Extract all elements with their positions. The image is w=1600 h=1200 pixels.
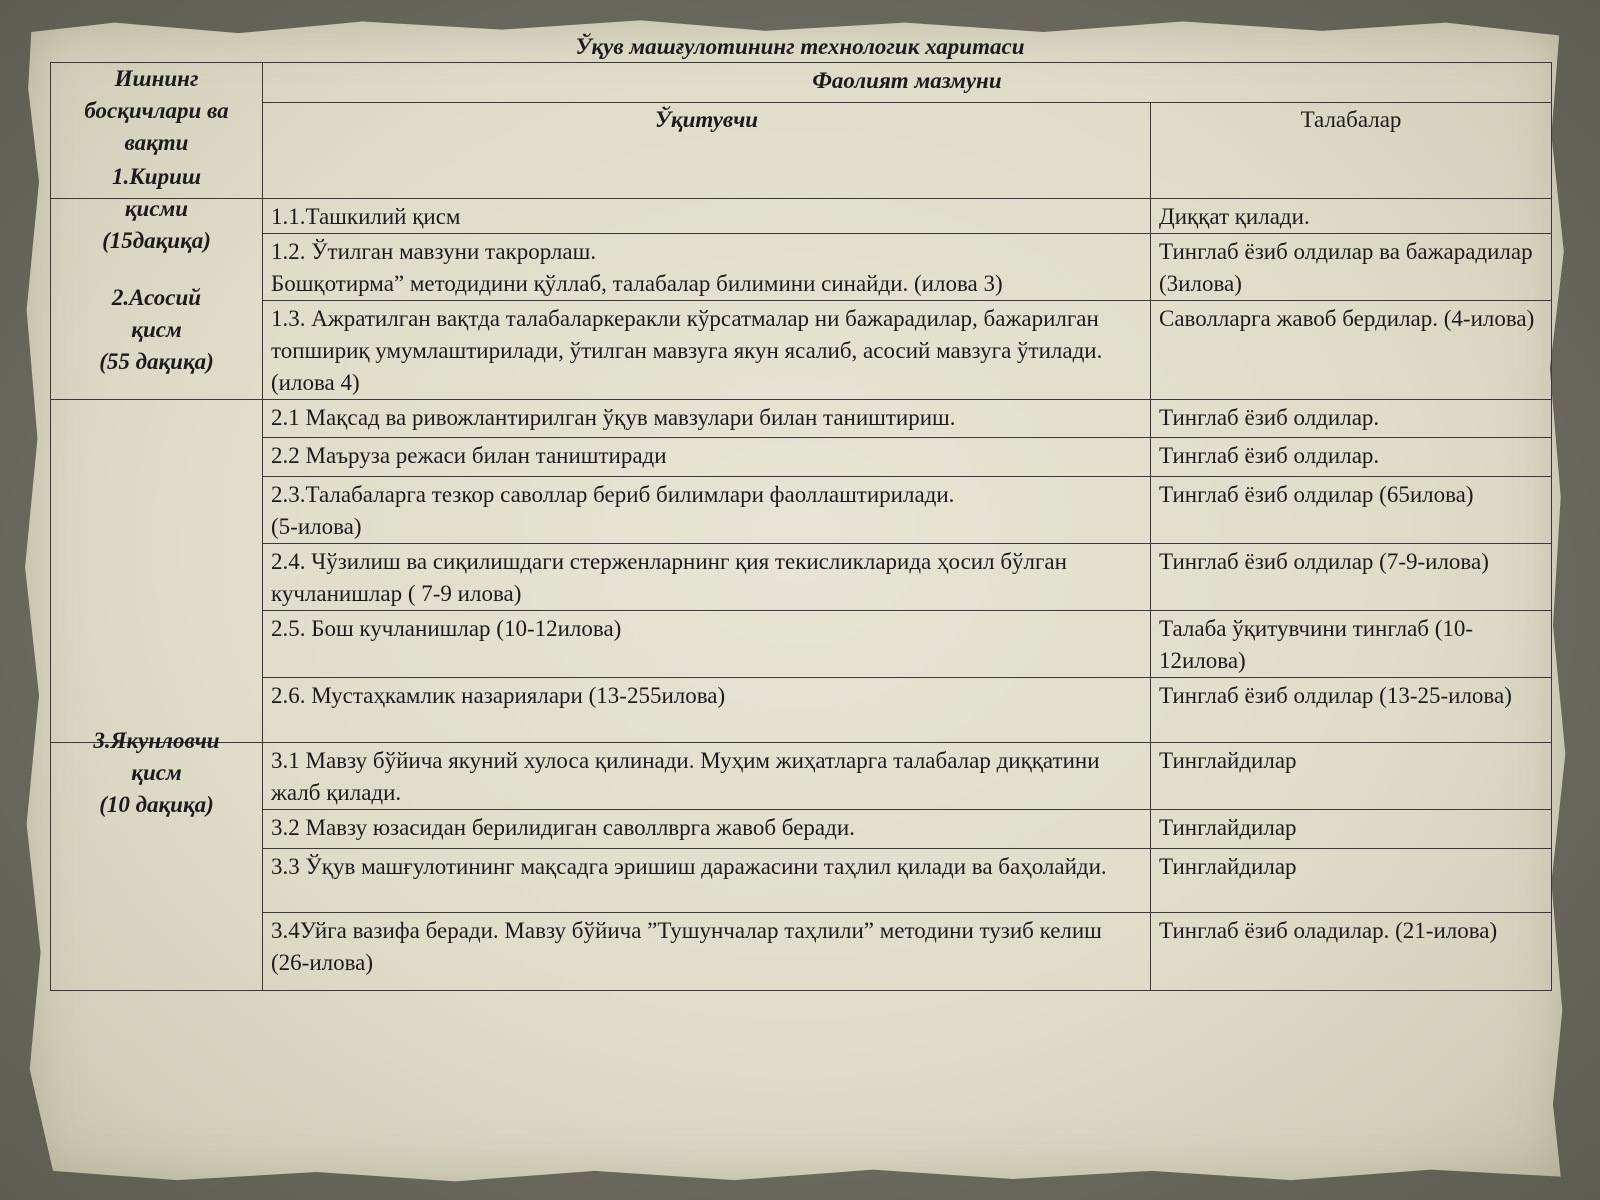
table-row: [51, 234, 1552, 301]
table-row: [51, 810, 1552, 849]
table-row: [51, 477, 1552, 544]
teacher-activity-cell: 3.2 Мавзу юзасидан берилидиган саволлврга жавоб беради.: [263, 810, 1151, 849]
header-stage-cell: Ишнинг босқичлари ва вақти: [51, 63, 263, 199]
students-activity-cell: Тинглаб ёзиб олдилар (7-9-илова): [1151, 544, 1552, 611]
teacher-activity-cell: 3.4Уйга вазифа беради. Мавзу бўйича ”Тушунчалар таҳлили” методини тузиб келиш (26-илова): [263, 913, 1151, 991]
students-activity-cell: Талаба ўқитувчини тинглаб (10-12илова): [1151, 611, 1552, 678]
stage-label-line: қисм: [131, 317, 182, 342]
students-activity-cell: Тинглаб ёзиб олдилар.: [1151, 400, 1552, 438]
teacher-activity-cell: 2.2 Маъруза режаси билан таништиради: [263, 438, 1151, 477]
students-activity-cell: Тинглайдилар: [1151, 743, 1552, 810]
table-row: [51, 438, 1552, 477]
table-row: [51, 611, 1552, 678]
table-row: [51, 199, 1552, 234]
students-activity-cell: Диққат қилади.: [1151, 199, 1552, 234]
stage-label-line: қисми: [124, 196, 189, 221]
teacher-activity-cell: 3.1 Мавзу бўйича якуний хулоса қилинади. Муҳим жиҳатларга талабалар диққатини жалб қилади.: [263, 743, 1151, 810]
teacher-activity-cell: 1.1.Ташкилий қисм: [263, 199, 1151, 234]
students-activity-cell: Саволларга жавоб бердилар. (4-илова): [1151, 301, 1552, 400]
teacher-activity-cell: 2.3.Талабаларга тезкор саволлар бериб билимлари фаоллаштирилади. (5-илова): [263, 477, 1151, 544]
stage-label-line: қисм: [131, 760, 182, 785]
table-row: [51, 678, 1552, 743]
stage-cell: [51, 285, 263, 743]
students-activity-cell: Тинглаб ёзиб оладилар. (21-илова): [1151, 913, 1552, 991]
stage-label-line: 1.Кириш: [111, 164, 202, 189]
header-activity-cell: Фаолият мазмуни: [263, 63, 1552, 103]
table-row: [51, 849, 1552, 913]
stage-label-line: 2.Асосий: [111, 285, 202, 310]
header-students-cell: Талабалар: [1151, 103, 1552, 199]
teacher-activity-cell: 2.6. Мустаҳкамлик назариялари (13-255илова): [263, 678, 1151, 743]
stage-label-line: (15дақиқа): [102, 228, 211, 253]
table-row: [51, 301, 1552, 400]
students-activity-cell: Тинглаб ёзиб олдилар.: [1151, 438, 1552, 477]
stage-label-line: 3.Якунловчи: [93, 728, 220, 753]
students-activity-cell: Тинглаб ёзиб олдилар (65илова): [1151, 477, 1552, 544]
students-activity-cell: Тинглайдилар: [1151, 849, 1552, 913]
table-row: [51, 743, 1552, 810]
students-activity-cell: Тинглайдилар: [1151, 810, 1552, 849]
stage-cell: [51, 728, 263, 991]
stage-label-line: (55 дақиқа): [99, 349, 214, 374]
header-row: [51, 63, 1552, 103]
page-title: Ўқув машғулотининг технологик харитаси: [575, 34, 1025, 59]
table-row: [51, 400, 1552, 438]
table-body: [51, 63, 1552, 991]
teacher-activity-cell: 1.3. Ажратилган вақтда талабаларкеракли кўрсатмалар ни бажарадилар, бажарилган топшириқ умумлаштирилади, ўтилган мавзуга якун ясалиб, асосий мавзуга ўтилади. (илова 4): [263, 301, 1151, 400]
table-row: [51, 544, 1552, 611]
teacher-activity-cell: 3.3 Ўқув машғулотининг мақсадга эришиш даражасини таҳлил қилади ва баҳолайди.: [263, 849, 1151, 913]
technology-map-table: [50, 62, 1552, 991]
subheader-row: [51, 103, 1552, 199]
students-activity-cell: Тинглаб ёзиб олдилар ва бажарадилар (3илова): [1151, 234, 1552, 301]
header-teacher-cell: Ўқитувчи: [263, 103, 1151, 199]
teacher-activity-cell: 2.5. Бош кучланишлар (10-12илова): [263, 611, 1151, 678]
teacher-activity-cell: 2.4. Чўзилиш ва сиқилишдаги стерженларнинг қия текисликларида ҳосил бўлган кучланишлар ( 7-9 илова): [263, 544, 1151, 611]
teacher-activity-cell: 1.2. Ўтилган мавзуни такрорлаш. Бошқотирма” методидини қўллаб, талабалар билимини синайди. (илова 3): [263, 234, 1151, 301]
table-row: [51, 913, 1552, 991]
teacher-activity-cell: 2.1 Мақсад ва ривожлантирилган ўқув мавзулари билан таништириш.: [263, 400, 1151, 438]
stage-label-line: (10 дақиқа): [99, 792, 214, 817]
students-activity-cell: Тинглаб ёзиб олдилар (13-25-илова): [1151, 678, 1552, 743]
